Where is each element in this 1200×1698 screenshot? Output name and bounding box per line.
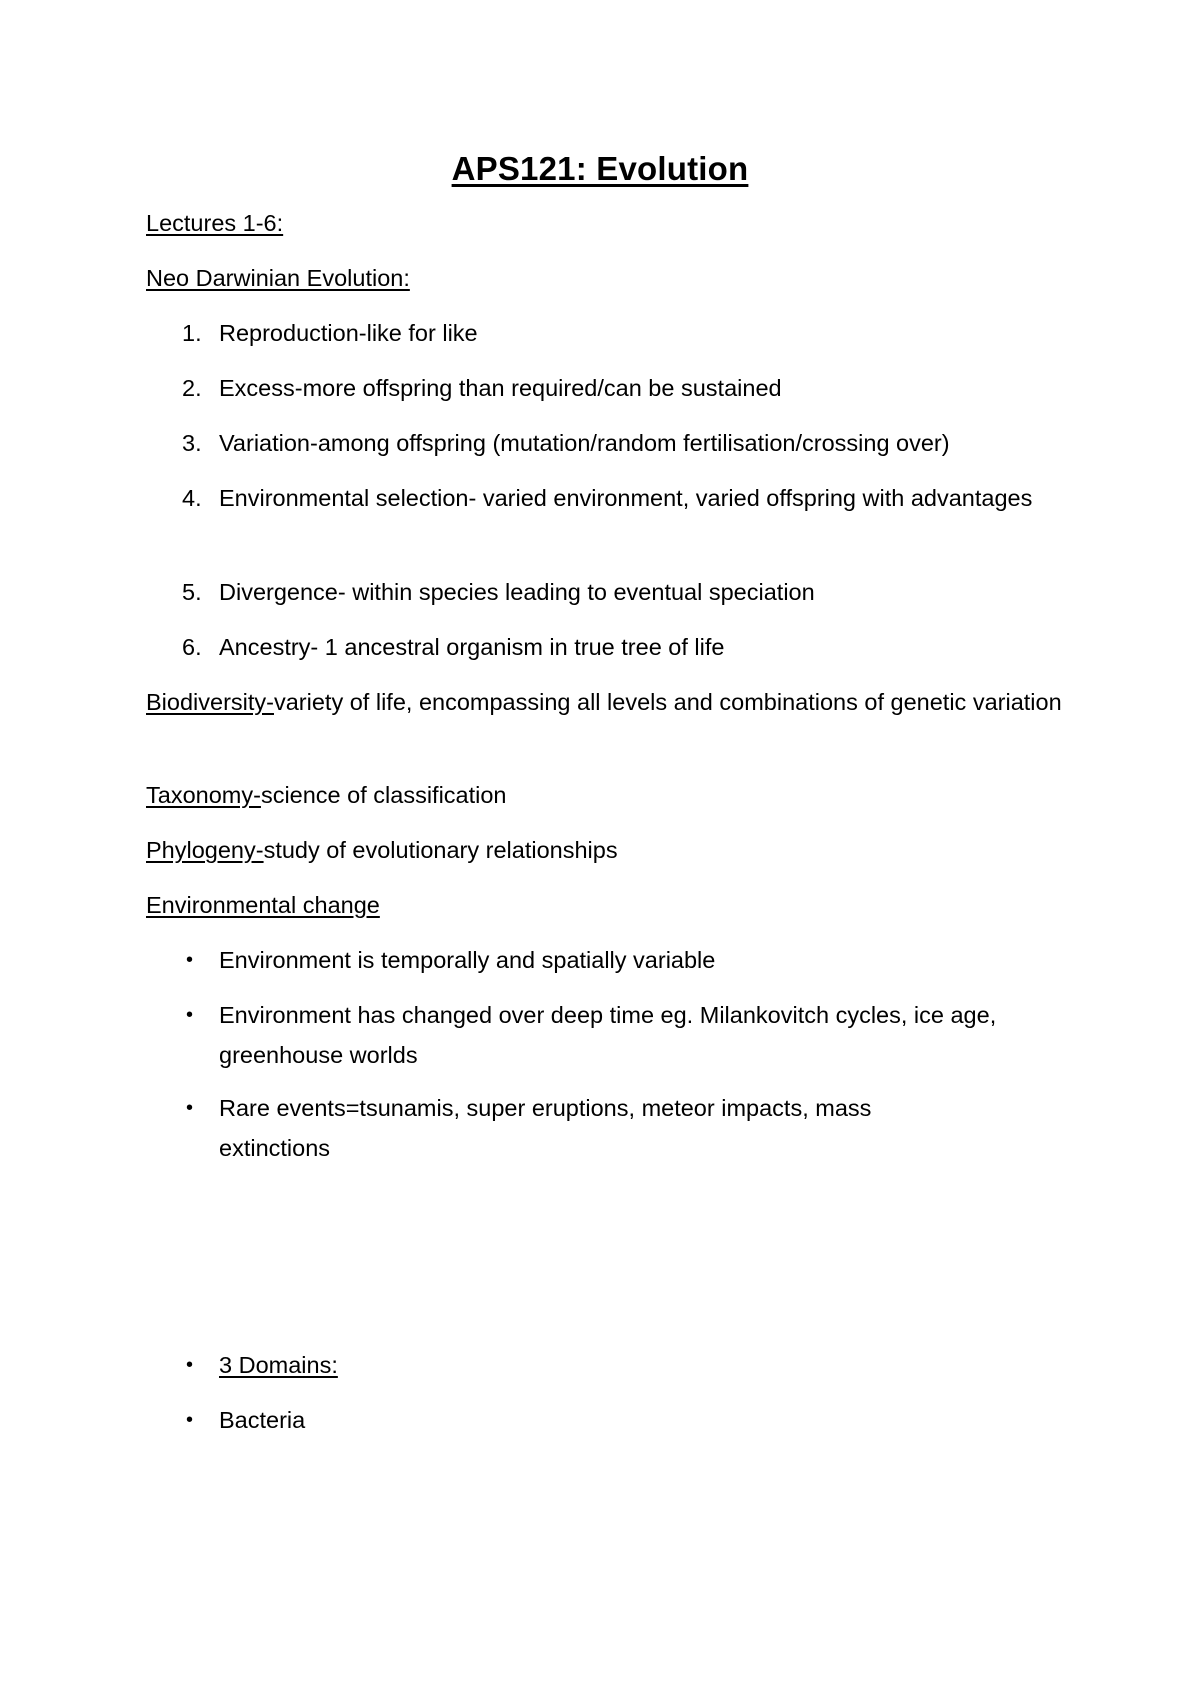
phylogeny-term: Phylogeny- [146, 837, 264, 863]
bullet-icon: • [186, 1409, 194, 1431]
numbered-list-item [146, 572, 1066, 612]
list-item-text: Variation-among offspring (mutation/random fertilisation/crossing over) [219, 430, 950, 456]
biodiversity-definition [146, 682, 1066, 722]
list-item-text: Excess-more offspring than required/can be sustained [219, 375, 782, 401]
bullet-list-item [146, 1345, 1066, 1385]
lectures-heading: Lectures 1-6: [146, 210, 284, 236]
biodiversity-text: variety of life, encompassing all levels and combinations of genetic variation [273, 689, 1062, 715]
bullet-list-item [146, 1088, 1066, 1168]
taxonomy-definition [146, 775, 507, 815]
domains-heading: 3 Domains: [219, 1352, 338, 1378]
bullet-list-item [146, 1400, 1066, 1440]
page-title: APS121: Evolution [451, 150, 749, 187]
bullet-icon: • [186, 1354, 194, 1376]
list-item-text: Rare events=tsunamis, super eruptions, meteor impacts, mass extinctions [219, 1095, 872, 1161]
list-item-text: Environment is temporally and spatially variable [219, 947, 716, 973]
list-number: 3. [182, 430, 202, 456]
list-item-text: Environment has changed over deep time eg. Milankovitch cycles, ice age, greenhouse worlds [219, 1002, 997, 1068]
numbered-list-item [146, 313, 1066, 353]
taxonomy-text: science of classification [260, 782, 507, 808]
list-item-text: Environmental selection- varied environment, varied offspring with advantages [219, 485, 1033, 511]
list-item-text: Bacteria [219, 1407, 306, 1433]
bullet-icon: • [186, 949, 194, 971]
environmental-change-heading: Environmental change [146, 892, 380, 918]
list-number: 4. [182, 485, 202, 511]
list-item-text: Ancestry- 1 ancestral organism in true tree of life [219, 634, 725, 660]
list-number: 2. [182, 375, 202, 401]
bullet-list-item [146, 995, 1066, 1075]
bullet-icon: • [186, 1004, 194, 1026]
list-number: 6. [182, 634, 202, 660]
list-number: 1. [182, 320, 202, 346]
bullet-icon: • [186, 1097, 194, 1119]
numbered-list-item [146, 368, 1066, 408]
phylogeny-text: study of evolutionary relationships [263, 837, 618, 863]
bullet-list-item [146, 940, 1066, 980]
numbered-list-item [146, 423, 1066, 463]
list-number: 5. [182, 579, 202, 605]
taxonomy-term: Taxonomy- [146, 782, 261, 808]
numbered-list-item [146, 627, 1066, 667]
biodiversity-term: Biodiversity- [146, 689, 274, 715]
numbered-list-item [146, 478, 1066, 518]
list-item-text: Reproduction-like for like [219, 320, 478, 346]
list-item-text: Divergence- within species leading to eventual speciation [219, 579, 815, 605]
phylogeny-definition [146, 830, 618, 870]
neo-darwinian-heading: Neo Darwinian Evolution: [146, 265, 410, 291]
